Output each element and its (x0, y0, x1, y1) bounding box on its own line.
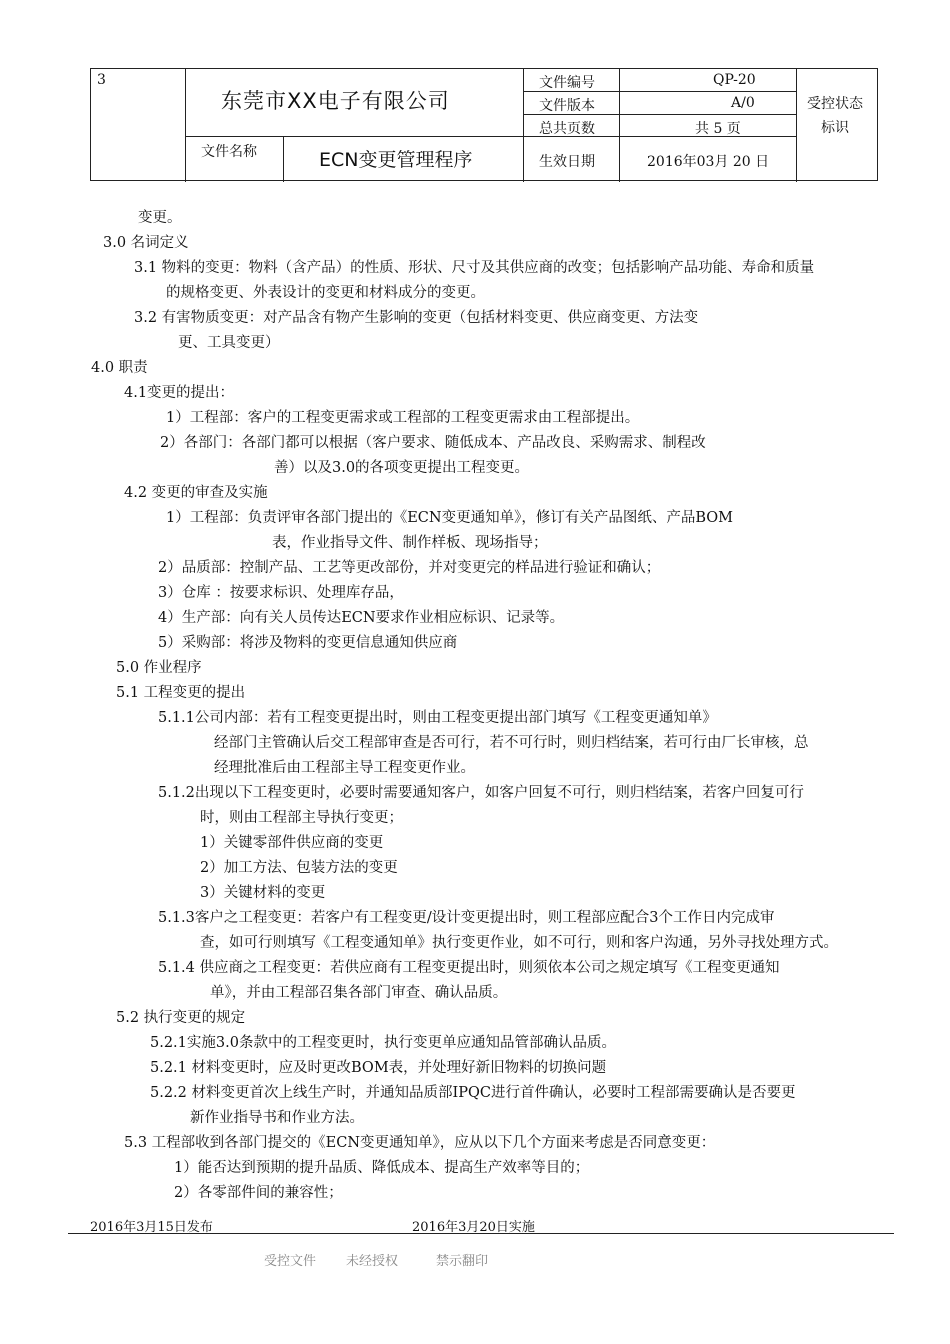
text-line: 1）工程部：客户的工程变更需求或工程部的工程变更需求由工程部提出。 (166, 410, 640, 426)
text-line: 的规格变更、外表设计的变更和材料成分的变更。 (166, 285, 485, 301)
text-line: 3.1 物料的变更：物料（含产品）的性质、形状、尺寸及其供应商的改变；包括影响产品功能、寿命和质量 (134, 260, 815, 276)
section-heading: 5.2 执行变更的规定 (116, 1010, 246, 1026)
text-line: 3）仓库 ：按要求标识、处理库存品， (158, 585, 404, 601)
text-line: 5.3 工程部收到各部门提交的《ECN变更通知单》，应从以下几个方面来考虑是否同意变更： (124, 1135, 716, 1151)
text-line: 更、工具变更） (178, 335, 280, 351)
version-label: 文件版本 (539, 98, 595, 114)
implemented-date: 2016年3月20日实施 (412, 1220, 535, 1235)
section-heading: 4.0 职责 (91, 360, 148, 376)
effective-date: 2016年03月 20 日 (647, 154, 770, 170)
control-status-label: 受控状态 (807, 96, 863, 112)
text-line: 3.2 有害物质变更：对产品含有物产生影响的变更（包括材料变更、供应商变更、方法变 (134, 310, 699, 326)
effective-date-label: 生效日期 (539, 154, 595, 170)
text-line: 经部门主管确认后交工程部审查是否可行，若不可行时，则归档结案，若可行由厂长审核，总 (214, 735, 809, 751)
text-line: 查，如可行则填写《工程变通知单》执行变更作业，如不可行，则和客户沟通，另外寻找处理方式。 (200, 935, 838, 951)
text-line: 4.1变更的提出： (124, 385, 235, 401)
footer-divider (68, 1233, 894, 1234)
text-line: 善）以及3.0的各项变更提出工程变更。 (274, 460, 530, 476)
version: A/0 (731, 95, 755, 111)
doc-name-label: 文件名称 (201, 144, 257, 160)
section-heading: 3.0 名词定义 (103, 235, 189, 251)
text-line: 1）关键零部件供应商的变更 (200, 835, 384, 851)
text-line: 新作业指导书和作业方法。 (190, 1110, 364, 1126)
text-line: 4.2 变更的审查及实施 (124, 485, 268, 501)
pages: 共 5 页 (695, 121, 741, 137)
company-name: 东莞市XX电子有限公司 (221, 89, 450, 113)
text-line: 5.1.2出现以下工程变更时，必要时需要通知客户，如客户回复不可行，则归档结案，若客户回复可行 (158, 785, 804, 801)
watermark-controlled: 受控文件 (264, 1254, 317, 1269)
text-line: 5.2.1 材料变更时，应及时更改BOM表，并处理好新旧物料的切换问题 (150, 1060, 607, 1076)
text-line: 5.1.3客户之工程变更：若客户有工程变更/设计变更提出时，则工程部应配合3个工作日内完成审 (158, 910, 775, 926)
text-line: 时，则由工程部主导执行变更； (200, 810, 403, 826)
text-line: 5.1.1公司内部：若有工程变更提出时，则由工程变更提出部门填写《工程变更通知单》 (158, 710, 717, 726)
header-table (90, 68, 878, 181)
text-line: 1）能否达到预期的提升品质、降低成本、提高生产效率等目的； (174, 1160, 590, 1176)
text-line: 2）品质部：控制产品、工艺等更改部份，并对变更完的样品进行验证和确认； (158, 560, 661, 576)
section-heading: 5.0 作业程序 (116, 660, 202, 676)
issued-date: 2016年3月15日发布 (90, 1220, 213, 1235)
text-line: 单》，并由工程部召集各部门审查、确认品质。 (210, 985, 508, 1001)
text-line: 2）加工方法、包装方法的变更 (200, 860, 398, 876)
text-line: 5.2.1实施3.0条款中的工程变更时，执行变更单应通知品管部确认品质。 (150, 1035, 616, 1051)
pages-label: 总共页数 (539, 121, 595, 137)
text-line: 3）关键材料的变更 (200, 885, 326, 901)
doc-no-label: 文件编号 (539, 75, 595, 91)
text-line: 2）各零部件间的兼容性； (174, 1185, 343, 1201)
watermark-no-copy: 禁示翻印 (436, 1254, 489, 1269)
page-number: 3 (97, 72, 106, 88)
text-line: 经理批准后由工程部主导工程变更作业。 (214, 760, 475, 776)
doc-no: QP-20 (713, 72, 756, 88)
text-line: 4）生产部：向有关人员传达ECN要求作业相应标识、记录等。 (158, 610, 565, 626)
text-line: 2）各部门：各部门都可以根据（客户要求、随低成本、产品改良、采购需求、制程改 (160, 435, 706, 451)
text-line: 表，作业指导文件、制作样板、现场指导； (272, 535, 548, 551)
text-line: 变更。 (138, 210, 182, 226)
text-line: 5）采购部：将涉及物料的变更信息通知供应商 (158, 635, 458, 651)
text-line: 5.1 工程变更的提出 (116, 685, 246, 701)
doc-name: ECN变更管理程序 (319, 149, 473, 171)
control-mark-label: 标识 (821, 120, 849, 136)
text-line: 5.2.2 材料变更首次上线生产时，并通知品质部IPQC进行首件确认，必要时工程部需要确认是否要更 (150, 1085, 796, 1101)
text-line: 1）工程部：负责评审各部门提出的《ECN变更通知单》，修订有关产品图纸、产品BOM (166, 510, 733, 526)
text-line: 5.1.4 供应商之工程变更：若供应商有工程变更提出时，则须依本公司之规定填写《工程变更通知 (158, 960, 780, 976)
watermark-unauthorized: 未经授权 (346, 1254, 399, 1269)
